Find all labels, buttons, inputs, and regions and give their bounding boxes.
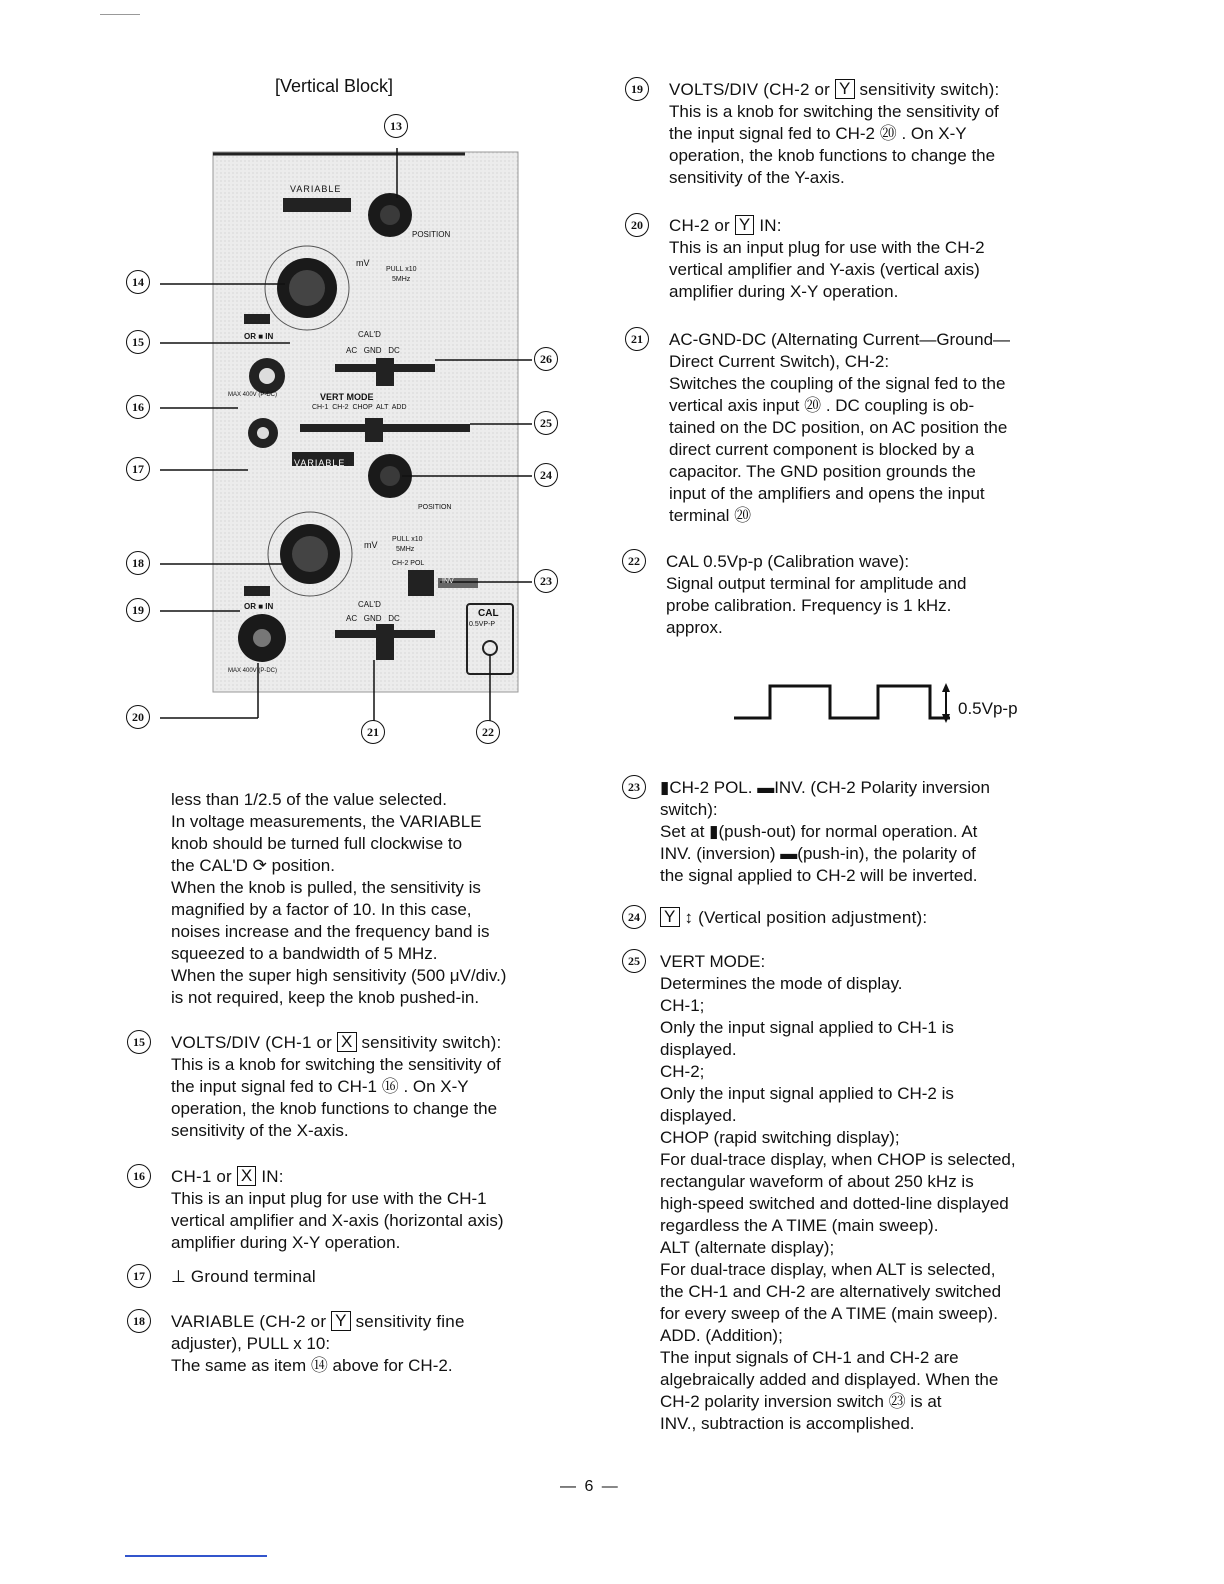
item-24 [628,907,1072,929]
panel-label-max-top: MAX 400V (P-DC) [228,392,278,398]
panel-label-mv-bottom: mV [364,540,378,550]
item-number: 21 [625,327,649,351]
item-25 [628,951,1072,1435]
panel-label-mhz-bottom: 5MHz [396,546,415,553]
callout-19: 19 [126,598,150,622]
item-20 [631,215,1074,303]
item-number: 16 [127,1164,151,1188]
text-line: knob should be turned full clockwise to [171,834,463,853]
item-heading: VARIABLE (CH-2 or Y sensitivity fine [171,1311,465,1331]
text-line: input of the amplifiers and opens the input [669,484,985,503]
text-line: This is an input plug for use with the CH-1 [171,1189,487,1208]
callout-24: 24 [534,463,558,487]
text-line: the CH-1 and CH-2 are alternatively switched [660,1282,1002,1301]
callout-18: 18 [126,551,150,575]
item-15 [133,1032,576,1142]
panel-label-cal-top: CAL'D [358,330,381,339]
text-line: displayed. [660,1040,737,1059]
text-line: magnified by a factor of 10. In this case, [171,900,472,919]
text-line: AC-GND-DC (Alternating Current—Ground— [669,330,1011,349]
bottom-rule [125,1555,267,1557]
item-16 [133,1166,576,1254]
item-23 [628,777,1072,887]
text-line: noises increase and the frequency band is [171,922,490,941]
item-21 [631,329,1074,527]
text-line: CH-2; [660,1062,705,1081]
text-line: INV., subtraction is accomplished. [660,1414,915,1433]
item-19 [631,79,1074,189]
panel-label-ac-gnd-dc-bottom: AC GND DC [346,614,400,623]
calibration-waveform [730,680,970,730]
figure-title: [Vertical Block] [275,76,394,96]
text-line: is not required, keep the knob pushed-in. [171,988,480,1007]
panel-label-ch2-pol: CH-2 POL [392,560,425,567]
text-line: Only the input signal applied to CH-2 is [660,1084,954,1103]
item-22 [628,551,1074,639]
panel-label-inv: INV [442,578,454,585]
text-line: For dual-trace display, when CHOP is selected, [660,1150,1016,1169]
callout-26: 26 [534,347,558,371]
panel-label-ac-gnd-dc-top: AC GND DC [346,346,400,355]
item-heading: ⊥ Ground terminal [171,1267,316,1286]
text-line: CAL 0.5Vp-p (Calibration wave): [666,552,910,571]
text-line: Switches the coupling of the signal fed to the [669,374,1006,393]
text-line: operation, the knob functions to change the [171,1099,498,1118]
callout-23: 23 [534,569,558,593]
callout-21: 21 [361,720,385,744]
text-line: This is a knob for switching the sensitivity of [171,1055,501,1074]
text-line: probe calibration. Frequency is 1 kHz. [666,596,952,615]
item-number: 15 [127,1030,151,1054]
text-line: Direct Current Switch), CH-2: [669,352,890,371]
text-line: sensitivity of the X-axis. [171,1121,349,1140]
text-line: terminal ⑳ [669,506,752,525]
text-line: INV. (inversion) ▬(push-in), the polarity of [660,844,976,863]
text-line: When the super high sensitivity (500 μV/div.) [171,966,507,985]
waveform-amplitude-label: 0.5Vp-p [958,699,1018,718]
text-line: capacitor. The GND position grounds the [669,462,976,481]
panel-label-max-bottom: MAX 400V (P-DC) [228,668,278,674]
panel-label-pull-top: PULL x10 [386,266,417,273]
callout-20: 20 [126,705,150,729]
text-line: vertical amplifier and Y-axis (vertical axis) [669,260,980,279]
text-line: switch): [660,800,718,819]
text-line: algebraically added and displayed. When the [660,1370,999,1389]
item-number: 20 [625,213,649,237]
item-number: 23 [622,775,646,799]
panel-label-variable-bottom: VARIABLE [294,458,346,468]
text-line: rectangular waveform of about 250 kHz is [660,1172,974,1191]
vertical-block-figure [120,108,580,748]
text-line: ALT (alternate display); [660,1238,835,1257]
y-box: Y [735,215,755,235]
text-line: regardless the A TIME (main sweep). [660,1216,939,1235]
text-line: the signal applied to CH-2 will be inverted. [660,866,978,885]
item-17 [133,1266,576,1288]
item-heading: CH-1 or X IN: [171,1166,284,1186]
text-line: amplifier during X-Y operation. [669,282,899,301]
item-number: 25 [622,949,646,973]
front-panel-photo [120,108,580,748]
panel-label-mv-top: mV [356,258,370,268]
item-number: 17 [127,1264,151,1288]
panel-label-variable-top: VARIABLE [290,184,342,194]
page-number: — 6 — [560,1478,620,1495]
text-line: approx. [666,618,723,637]
text-line: CH-2 polarity inversion switch ㉓ is at [660,1392,942,1411]
text-line: direct current component is blocked by a [669,440,975,459]
item-number: 22 [622,549,646,573]
text-line: When the knob is pulled, the sensitivity is [171,878,481,897]
callout-25: 25 [534,411,558,435]
text-line: VERT MODE: [660,952,766,971]
text-line: tained on the DC position, on AC position the [669,418,1008,437]
text-line: the CAL'D ⟳ position. [171,856,335,875]
text-line: squeezed to a bandwidth of 5 MHz. [171,944,438,963]
panel-label-position-bottom: POSITION [418,504,452,511]
text-line: This is an input plug for use with the CH-2 [669,238,985,257]
text-line: Determines the mode of display. [660,974,903,993]
text-line: The input signals of CH-1 and CH-2 are [660,1348,959,1367]
item-number: 24 [622,905,646,929]
text-line: amplifier during X-Y operation. [171,1233,401,1252]
text-line: Only the input signal applied to CH-1 is [660,1018,954,1037]
text-line: CH-1; [660,996,705,1015]
panel-label-or-in-top: OR ■ IN [244,332,274,341]
item-heading: VOLTS/DIV (CH-2 or Y sensitivity switch): [669,79,1000,99]
y-box: Y [660,907,680,927]
item-18 [133,1311,576,1377]
text-line: In voltage measurements, the VARIABLE [171,812,482,831]
text-line: vertical axis input ⑳ . DC coupling is ob- [669,396,975,415]
callout-13: 13 [384,114,408,138]
text-line: the input signal fed to CH-1 ⑯ . On X-Y [171,1077,469,1096]
item-number: 19 [625,77,649,101]
text-line: less than 1/2.5 of the value selected. [171,790,447,809]
text-line: ADD. (Addition); [660,1326,783,1345]
x-box: X [337,1032,357,1052]
text-line: The same as item ⑭ above for CH-2. [171,1356,453,1375]
callout-22: 22 [476,720,500,744]
item-heading: VOLTS/DIV (CH-1 or X sensitivity switch): [171,1032,502,1052]
text-line: ▮CH-2 POL. ▬INV. (CH-2 Polarity inversion [660,778,990,797]
text-line: for every sweep of the A TIME (main sweep). [660,1304,998,1323]
text-line: CHOP (rapid switching display); [660,1128,900,1147]
x-box: X [237,1166,257,1186]
callout-14: 14 [126,270,150,294]
text-line: adjuster), PULL x 10: [171,1334,331,1353]
panel-label-mhz-top: 5MHz [392,276,411,283]
text-line: high-speed switched and dotted-line displayed [660,1194,1009,1213]
continuation-text [171,789,571,1009]
panel-label-cal-bottom: CAL'D [358,600,381,609]
text-line: vertical amplifier and X-axis (horizontal axis) [171,1211,504,1230]
text-line: displayed. [660,1106,737,1125]
text-line: operation, the knob functions to change the [669,146,996,165]
scan-mark [100,14,140,15]
callout-15: 15 [126,330,150,354]
panel-label-vert-mode-options: CH-1 CH-2 CHOP ALT ADD [312,404,407,411]
panel-label-position-top: POSITION [412,230,451,239]
y-box: Y [835,79,855,99]
item-heading: CH-2 or Y IN: [669,215,782,235]
text-line: sensitivity of the Y-axis. [669,168,845,187]
panel-label-or-in-bottom: OR ■ IN [244,602,274,611]
item-number: 18 [127,1309,151,1333]
panel-label-cal-terminal: CAL [478,608,499,619]
text-line: This is a knob for switching the sensitivity of [669,102,999,121]
text-line: Signal output terminal for amplitude and [666,574,967,593]
panel-label-vert-mode: VERT MODE [320,392,374,402]
callout-16: 16 [126,395,150,419]
item-heading: Y ↕ (Vertical position adjustment): [660,907,1072,929]
text-line: the input signal fed to CH-2 ⑳ . On X-Y [669,124,967,143]
panel-label-cal-terminal-value: 0.5VP-P [469,621,496,628]
text-line: For dual-trace display, when ALT is selected, [660,1260,996,1279]
y-box: Y [331,1311,351,1331]
panel-label-pull-bottom: PULL x10 [392,536,423,543]
text-line: Set at ▮(push-out) for normal operation. At [660,822,978,841]
callout-17: 17 [126,457,150,481]
